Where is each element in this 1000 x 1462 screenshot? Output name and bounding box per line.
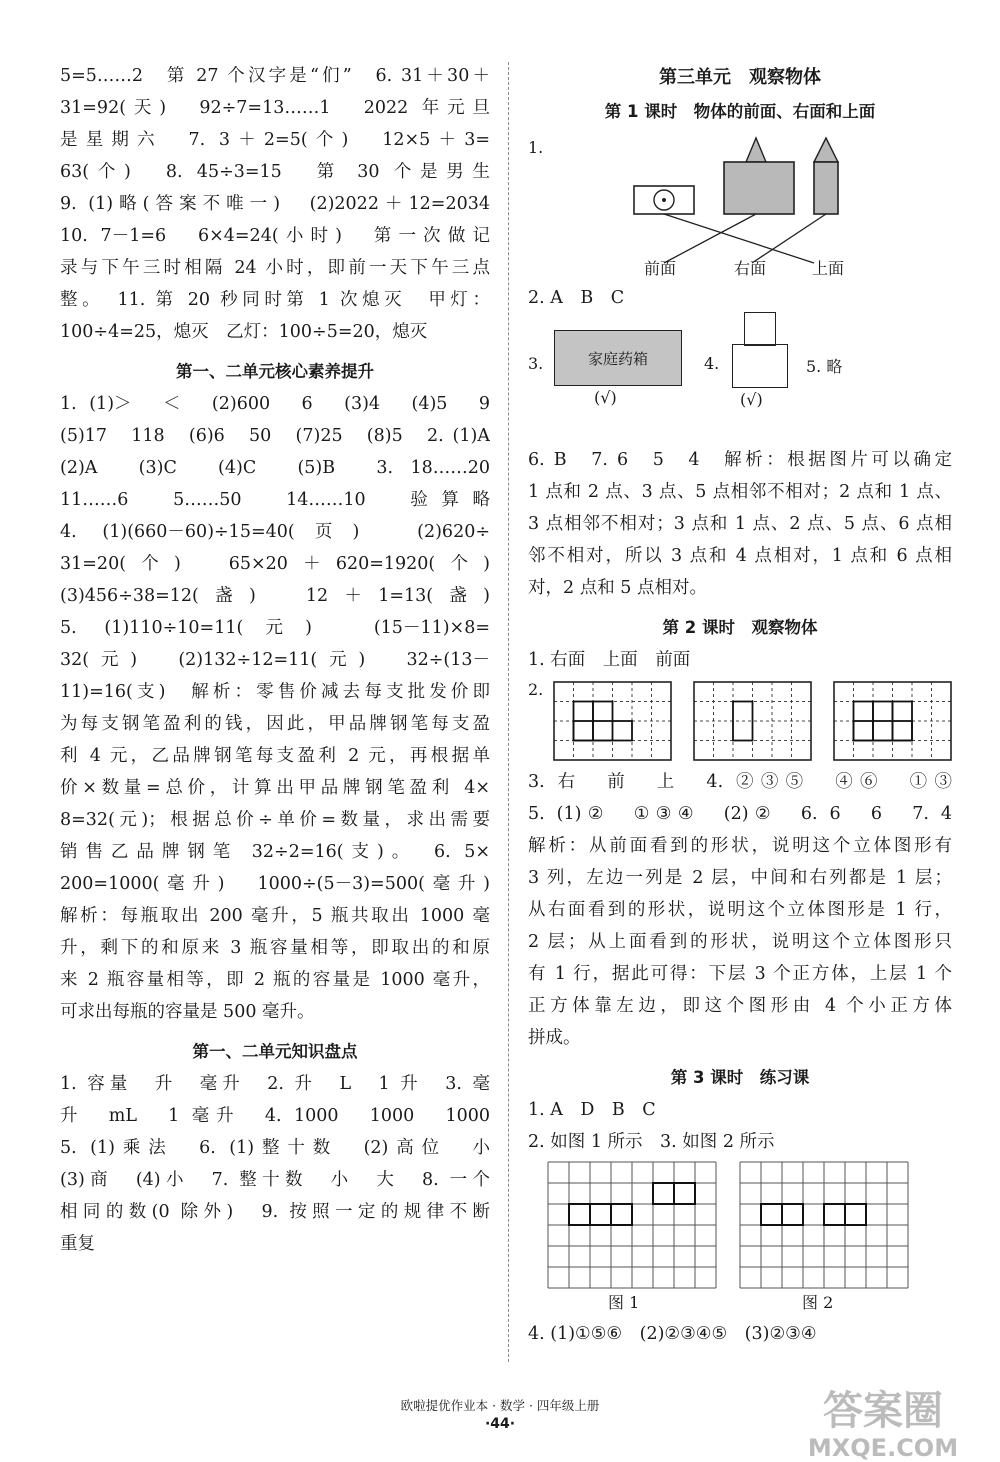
- answer-line: 5. (1)② ①③④ (2)② 6. 6 6 7. 4: [528, 804, 952, 824]
- answer-line: 4. (1)(660－60)÷15=40(页) (2)620÷: [60, 522, 490, 542]
- q4-bottom-rect: [732, 344, 788, 388]
- answer-line: 11)=16(支) 解析：零售价减去每支批发价即: [60, 682, 490, 702]
- answer-line: 从右面看到的形状，说明这个立体图形是 1 行，: [528, 900, 952, 920]
- answer-line: 6. B 7. 6 5 4 解析：根据图片可以确定: [528, 450, 952, 470]
- answer-line: 5=5……2 第 27 个汉字是“们” 6. 31＋30＋: [60, 66, 490, 86]
- answer-line: 3 点相邻不相对；3 点和 1 点、2 点、5 点、6 点相: [528, 514, 952, 534]
- answer-line: 解析：每瓶取出 200 毫升，5 瓶共取出 1000 毫: [60, 906, 490, 926]
- answer-line: 2 层；从上面看到的形状，说明这个立体图形只: [528, 932, 952, 952]
- q4-check: (√): [740, 390, 763, 409]
- answer-line: 相同的数(0 除外) 9. 按照一定的规律不断: [60, 1202, 490, 1222]
- lesson2-title: 第 2 课时 观察物体: [662, 618, 818, 637]
- answer-line: (3)456÷38=12(盏) 12＋1=13(盏): [60, 586, 490, 606]
- heading-knowledge-review: 第一、二单元知识盘点: [192, 1042, 358, 1061]
- medicine-box: [554, 330, 682, 386]
- answer-line: 邻不相对，所以 3 点和 4 点相对，1 点和 6 点相: [528, 546, 952, 566]
- watermark-text-url: MXQE.COM: [807, 1434, 959, 1462]
- caption-figure-1: 图 1: [608, 1293, 640, 1312]
- answer-line: 录与下午三时相隔 24 小时，即前一天下午三点: [60, 258, 490, 278]
- left-column: [60, 60, 490, 1260]
- answer-line: 200=1000(毫升) 1000÷(5－3)=500(毫升): [60, 874, 490, 894]
- answer-line: 为每支钢笔盈利的钱，因此，甲品牌钢笔每支盈: [60, 714, 490, 734]
- answer-line: 3. 右 前 上 4. ②③⑤ ④⑥ ①③: [528, 772, 952, 792]
- answer-line: 拼成。: [528, 1028, 581, 1048]
- q1-shapes: [628, 128, 958, 278]
- answer-line: 销售乙品牌钢笔 32÷2=16(支)。 6. 5×: [60, 842, 490, 862]
- answers-continued: [60, 60, 490, 348]
- answer-q5: 5. 略: [806, 357, 843, 376]
- answer-l2-q1: 1. 右面 上面 前面: [528, 650, 691, 670]
- grid-view-top: [694, 682, 812, 752]
- answer-line: 有 1 行，据此可得：下层 3 个正方体，上层 1 个: [528, 964, 952, 984]
- answer-line: 31=92(天) 92÷7=13……1 2022 年元旦: [60, 98, 490, 118]
- answers-core-skills: [60, 388, 490, 1028]
- answer-q2: 2. A B C: [528, 288, 625, 308]
- answer-line: 利 4 元，乙品牌钢笔每支盈利 2 元，再根据单: [60, 746, 490, 766]
- answer-line: 价×数量=总价，计算出甲品牌钢笔盈利 4×: [60, 778, 490, 798]
- q1-figure: [528, 128, 952, 278]
- q3-label: 3.: [528, 354, 544, 373]
- l2-q2-figure: [528, 676, 952, 766]
- answer-line: 1 点和 2 点、3 点、5 点相邻不相对；2 点和 1 点、: [528, 482, 952, 502]
- unit-title: 第三单元 观察物体: [659, 67, 821, 88]
- grid-figure-2: [740, 1162, 908, 1288]
- answer-l3-q2-q3: 2. 如图 1 所示 3. 如图 2 所示: [528, 1132, 775, 1152]
- answer-line: 来 2 瓶容量相等，即 2 瓶的容量是 1000 毫升，: [60, 970, 490, 990]
- answer-line: 升，剩下的和原来 3 瓶容量相等，即取出的和原: [60, 938, 490, 958]
- heading-core-skills: 第一、二单元核心素养提升: [176, 362, 374, 381]
- answer-l3-q1: 1. A D B C: [528, 1100, 656, 1120]
- watermark-text-cn: 答案圈: [823, 1388, 943, 1434]
- label-top: 上面: [812, 259, 845, 278]
- answer-line: 5. (1)110÷10=11(元) (15－11)×8=: [60, 618, 490, 638]
- answer-line: 1. (1)＞ ＜ (2)600 6 (3)4 (4)5 9: [60, 394, 490, 414]
- answer-line: (2)A (3)C (4)C (5)B 3. 18……20: [60, 458, 490, 478]
- watermark-logo: [768, 1380, 998, 1462]
- footer-book-title: 欧啦提优作业本 · 数学 · 四年级上册: [400, 1398, 600, 1413]
- medicine-box-text: 家庭药箱: [587, 350, 648, 368]
- answer-l3-q4: 4. (1)①⑤⑥ (2)②③④⑤ (3)②③④: [528, 1324, 817, 1344]
- answer-line: 对，2 点和 5 点相对。: [528, 578, 707, 598]
- answer-line: 63(个) 8. 45÷3=15 第 30 个是男生: [60, 162, 490, 182]
- answer-line: 整。 11. 第 20 秒同时第 1 次熄灭 甲灯：: [60, 290, 490, 310]
- l2-q2-label: 2.: [528, 680, 544, 699]
- lesson1-title: 第 1 课时 物体的前面、右面和上面: [604, 102, 876, 121]
- answer-line: 9. (1)略(答案不唯一) (2)2022＋12=2034: [60, 194, 490, 214]
- answer-line: 是星期六 7. 3＋2=5(个) 12×5＋3=: [60, 130, 490, 150]
- answers-knowledge-review: [60, 1068, 490, 1260]
- answer-line: 升 mL 1 毫升 4. 1000 1000 1000: [60, 1106, 490, 1126]
- answers-q6-q7: [528, 444, 952, 604]
- answer-line: 3 列，左边一列是 2 层，中间和右列都是 1 层；: [528, 868, 952, 888]
- caption-figure-2: 图 2: [802, 1293, 834, 1312]
- answer-line: (5)17 118 (6)6 50 (7)25 (8)5 2. (1)A: [60, 426, 490, 446]
- answer-line: 重复: [60, 1234, 95, 1254]
- answer-line: 10. 7－1=6 6×4=24(小时) 第一次做记: [60, 226, 490, 246]
- answer-line: 32(元) (2)132÷12=11(元) 32÷(13－: [60, 650, 490, 670]
- label-right: 右面: [734, 259, 767, 278]
- answer-line: 可求出每瓶的容量是 500 毫升。: [60, 1002, 315, 1022]
- lesson3-title: 第 3 课时 练习课: [670, 1068, 810, 1087]
- answer-line: 正方体靠左边，即这个图形由 4 个小正方体: [528, 996, 952, 1016]
- q4-top-square: [744, 312, 776, 346]
- grid-figure-1: [548, 1162, 716, 1288]
- answer-line: 100÷4=25，熄灭 乙灯：100÷5=20，熄灭: [60, 322, 428, 342]
- answers-l2-q3-q7: [528, 766, 952, 1054]
- answer-line: 1. 容量 升 毫升 2. 升 L 1 升 3. 毫: [60, 1074, 490, 1094]
- page-number: ·44·: [484, 1416, 516, 1432]
- grid-view-front: [834, 682, 952, 752]
- q4-label: 4.: [704, 354, 720, 373]
- q3-q5-figure: [528, 318, 952, 444]
- answer-line: 解析：从前面看到的形状，说明这个立体图形有: [528, 836, 952, 856]
- answer-line: 11……6 5……50 14……10 验算略: [60, 490, 490, 510]
- l3-figures: [528, 1162, 952, 1318]
- label-front: 前面: [644, 259, 677, 278]
- answer-line: (3)商 (4)小 7. 整十数 小 大 8. 一个: [60, 1170, 490, 1190]
- answer-line: 31=20(个) 65×20＋620=1920(个): [60, 554, 490, 574]
- grid-view-right: [554, 682, 672, 752]
- q3-check: (√): [594, 388, 617, 407]
- column-divider: [508, 62, 509, 1362]
- answer-line: 5. (1)乘法 6. (1)整十数 (2)高位 小: [60, 1138, 490, 1158]
- q1-label: 1.: [528, 138, 544, 157]
- right-column: [528, 60, 952, 1350]
- answer-line: 8=32(元)；根据总价÷单价=数量，求出需要: [60, 810, 490, 830]
